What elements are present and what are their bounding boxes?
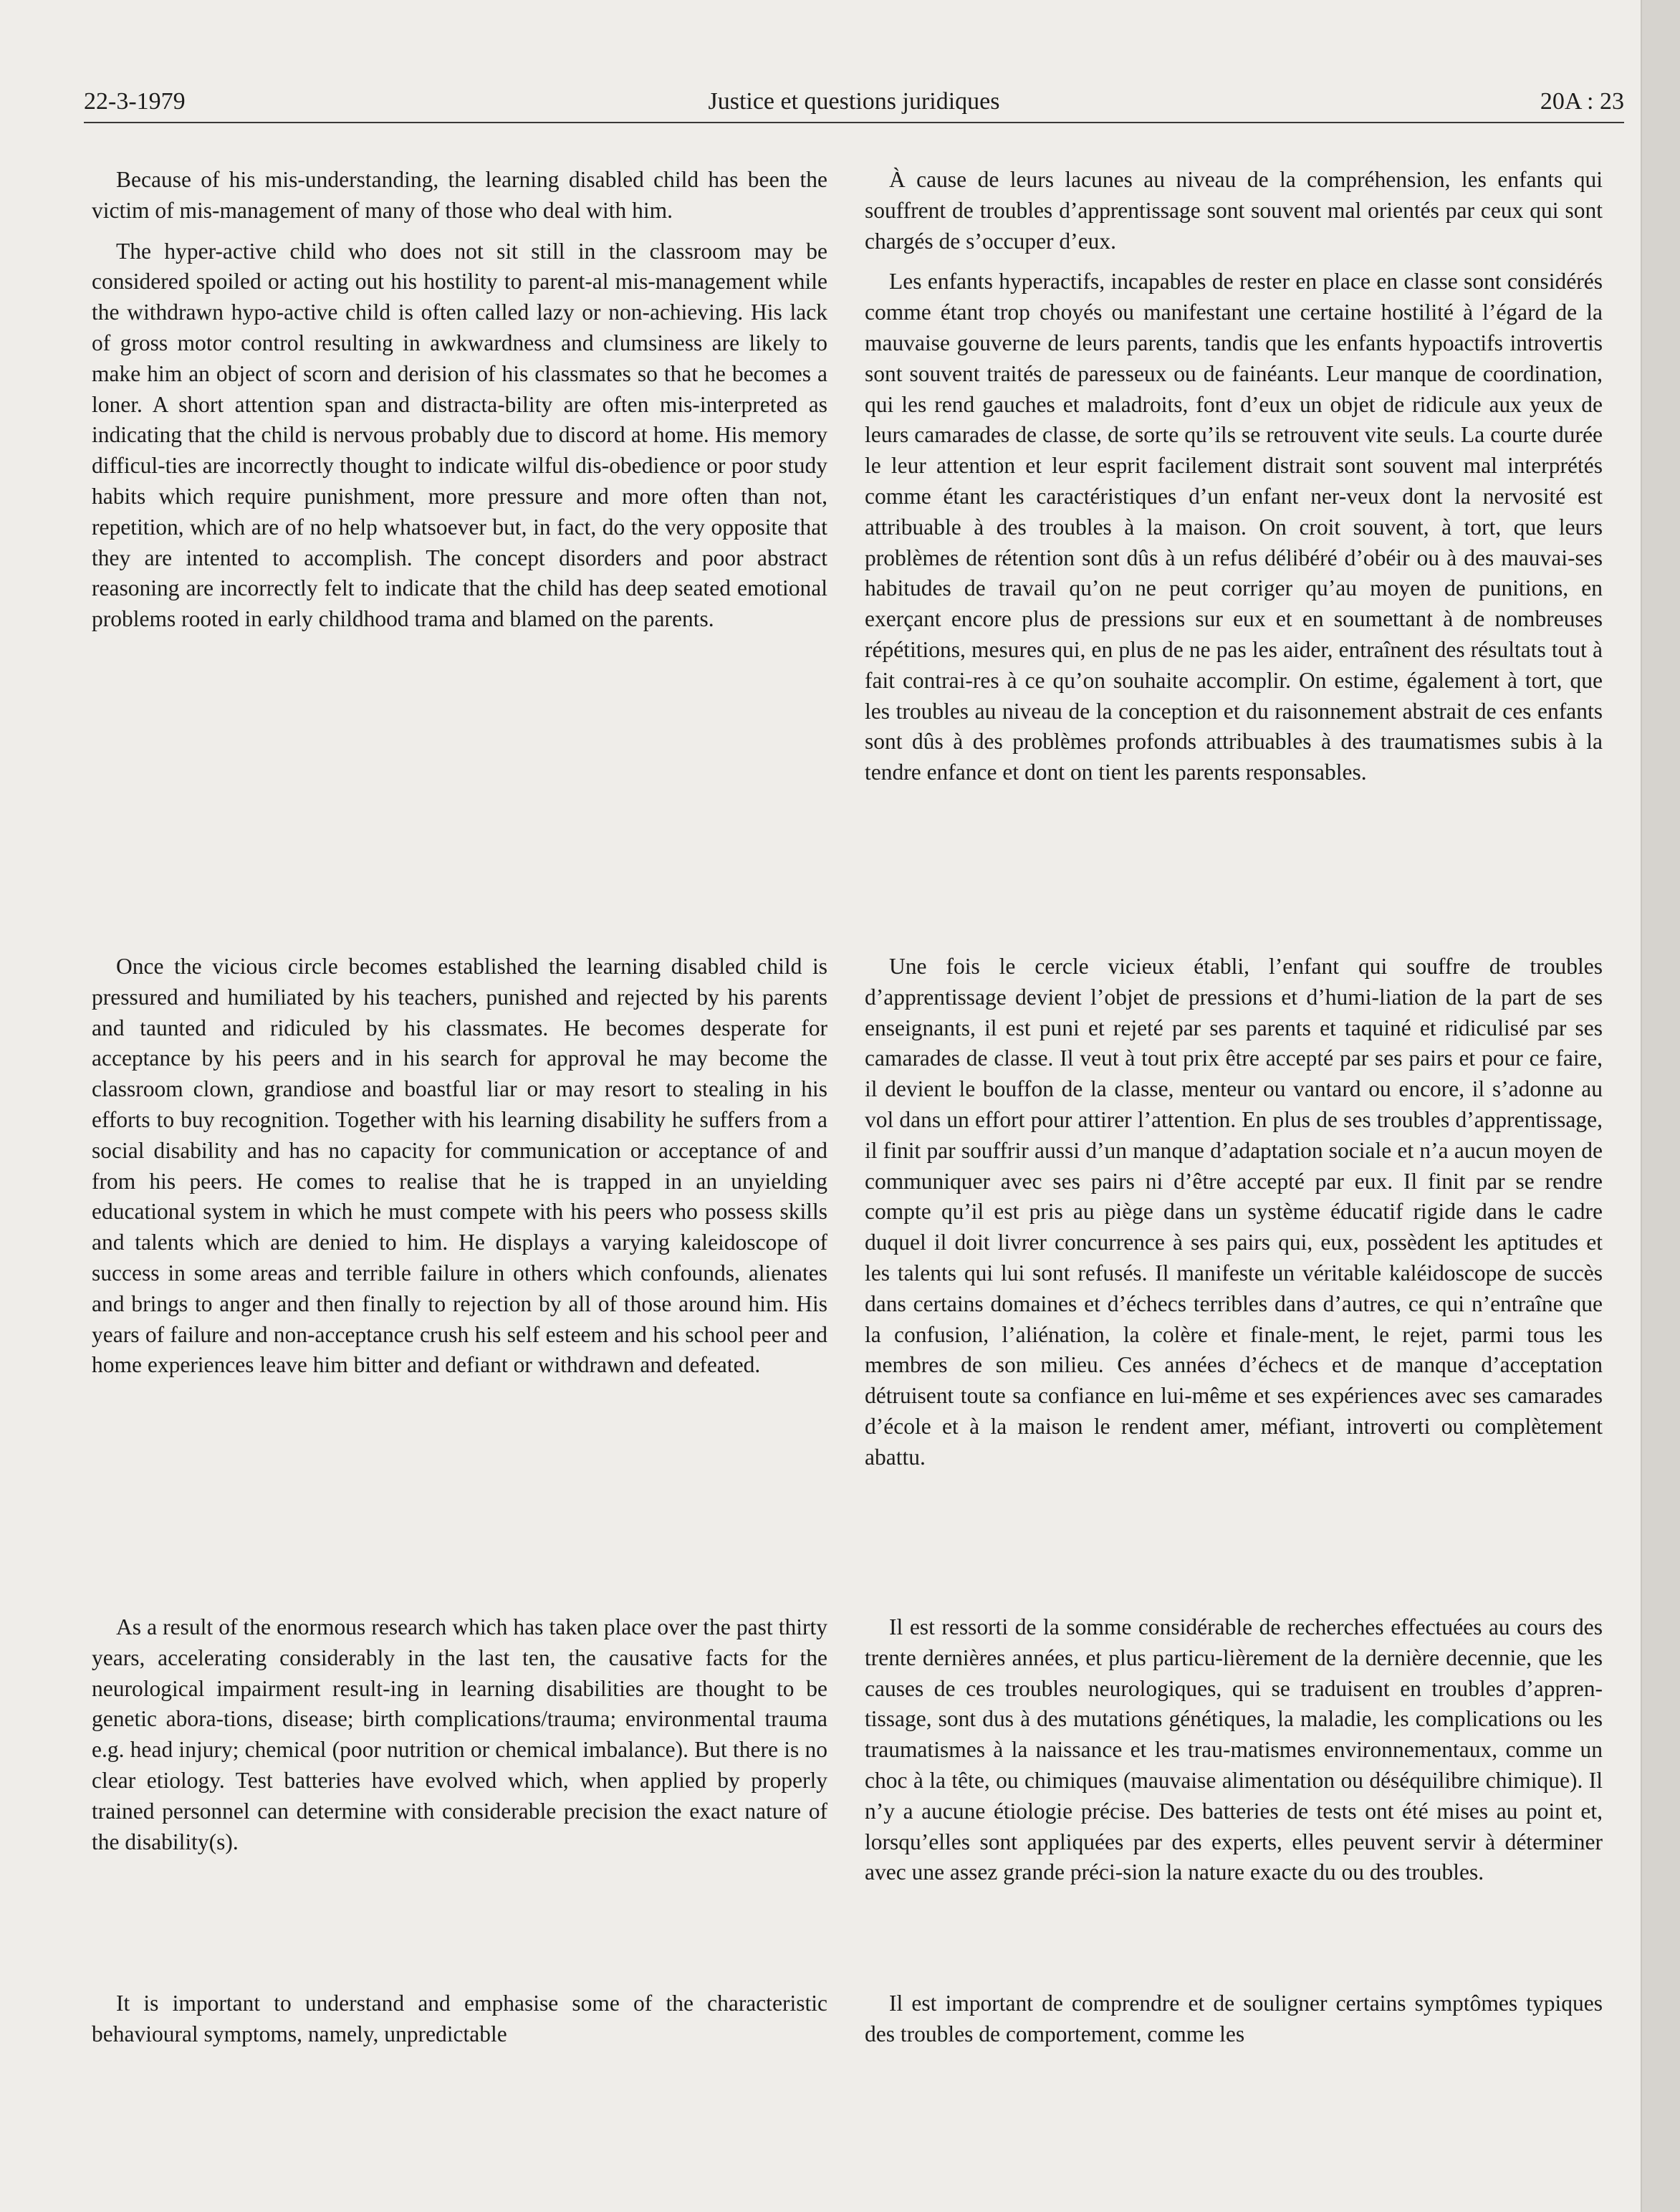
french-paragraph: À cause de leurs lacunes au niveau de la compréhension, les enfants qui souffrent de troubles d’apprentissage sont souvent mal orientés par ceux qui sont chargés de s’occuper d’eux. <box>865 167 1603 254</box>
english-paragraph: It is important to understand and emphasise some of the characteristic behavioural symptoms, namely, unpredictable <box>92 1991 827 2046</box>
english-paragraph: Once the vicious circle becomes established the learning disabled child is pressured and humiliated by his teachers, punished and rejected by his parents and taunted and ridiculed by his classmates. He becomes desperate for acceptance by his peers and in his search for approval he may become the classroom clown, grandiose and boastful liar or may resort to stealing in his efforts to buy recognition. Together with his learning disability he suffers from a social disability and has no capacity for communication or acceptance of and from his peers. He comes to realise that he is trapped in an unyielding educational system in which he must compete with his peers who possess skills and talents which are denied to him. He displays a varying kaleidoscope of success in some areas and terrible failure in others which confounds, alienates and brings to anger and then finally to rejection by all of those around him. His years of failure and non-acceptance crush his self esteem and his school peer and home experiences leave him bitter and defiant or withdrawn and defeated. <box>92 954 827 1378</box>
french-paragraph: Il est ressorti de la somme considérable de recherches effectuées au cours des trente dernières années, et plus particu-lièrement de la dernière decennie, que les causes de ces troubles neurologiques, qui se traduisent en troubles d’appren-tissage, sont dus à des mutations génétiques, la maladie, les complications ou les traumatismes à la naissance et les trau-matismes environnementaux, comme un choc à la tête, ou chimiques (mauvaise alimentation ou déséquilibre chimique). Il n’y a aucune étiologie précise. Des batteries de tests ont été mises au point et, lorsqu’elles sont appliquées par des experts, elles peuvent servir à déterminer avec une assez grande préci-sion la nature exacte du ou des troubles. <box>865 1614 1603 1885</box>
header-title: Justice et questions juridiques <box>708 88 1000 115</box>
english-section-1 <box>92 165 827 635</box>
french-section-3 <box>865 1612 1603 1888</box>
header-rule <box>84 122 1624 123</box>
french-section-4 <box>865 1988 1603 2050</box>
french-section-2 <box>865 952 1603 1473</box>
french-section-1 <box>865 165 1603 788</box>
english-paragraph: As a result of the enormous research which has taken place over the past thirty years, accelerating considerably in the last ten, the causative facts for the neurological impairment result-ing in learning disabilities are thought to be genetic abora-tions, disease; birth complications/trauma; environmental trauma e.g. head injury; chemical (poor nutrition or chemical imbalance). But there is no clear etiology. Test batteries have evolved which, when applied by properly trained personnel can determine with considerable precision the exact nature of the disability(s). <box>92 1614 827 1854</box>
english-paragraph: Because of his mis-understanding, the learning disabled child has been the victim of mis-management of many of those who deal with him. <box>92 167 827 223</box>
english-section-3 <box>92 1612 827 1857</box>
english-section-2 <box>92 952 827 1381</box>
page-edge <box>1641 0 1680 2212</box>
english-section-4 <box>92 1988 827 2050</box>
french-paragraph: Une fois le cercle vicieux établi, l’enfant qui souffre de troubles d’apprentissage devient l’objet de pressions et d’humi-liation de la part de ses enseignants, il est puni et rejeté par ses parents et taquiné et ridiculisé par ses camarades de classe. Il veut à tout prix être accepté par ses pairs et pour ce faire, il devient le bouffon de la classe, menteur ou vantard ou encore, il s’adonne au vol dans un effort pour attirer l’attention. En plus de ses troubles d’apprentissage, il finit par souffrir aussi d’un manque d’adaptation sociale et n’a aucun moyen de communiquer avec ses pairs ni d’être accepté par eux. Il finit par se rendre compte qu’il est pris au piège dans un système éducatif rigide dans le cadre duquel il doit livrer concurrence à ses pairs qui, eux, possèdent les aptitudes et les talents qui lui sont refusés. Il manifeste un véritable kaléidoscope de succès dans certains domaines et d’échecs terribles dans d’autres, ce qui n’entraîne que la confusion, l’aliénation, la colère et finale-ment, le rejet, parmi tous les membres de son milieu. Ces années d’échecs et de manque d’acceptation détruisent toute sa confiance en lui-même et ses expériences avec ses camarades d’école et à la maison le rendent amer, méfiant, introverti ou complètement abattu. <box>865 954 1603 1470</box>
header-page-number: 20A : 23 <box>1540 88 1624 115</box>
french-paragraph: Il est important de comprendre et de souligner certains symptômes typiques des troubles de comportement, comme les <box>865 1991 1603 2046</box>
english-paragraph: The hyper-active child who does not sit still in the classroom may be considered spoiled or acting out his hostility to parent-al mis-management while the withdrawn hypo-active child is often called lazy or non-achieving. His lack of gross motor control resulting in awkwardness and clumsiness are likely to make him an object of scorn and derision of his classmates so that he becomes a loner. A short attention span and distracta-bility are often mis-interpreted as indicating that the child is nervous probably due to discord at home. His memory difficul-ties are incorrectly thought to indicate wilful dis-obedience or poor study habits which require punishment, more pressure and more often than not, repetition, which are of no help whatsoever but, in fact, do the very opposite that they are intented to accomplish. The concept disorders and poor abstract reasoning are incorrectly felt to indicate that the child has deep seated emotional problems rooted in early childhood trama and blamed on the parents. <box>92 238 827 632</box>
page-header <box>84 87 1624 125</box>
header-date: 22-3-1979 <box>84 88 186 115</box>
french-paragraph: Les enfants hyperactifs, incapables de rester en place en classe sont considérés comme étant trop choyés ou manifestant une certaine hostilité à l’égard de la mauvaise gouverne de leurs parents, tandis que les enfants hypoactifs introvertis sont souvent traités de paresseux ou de fainéants. Leur manque de coordination, qui les rend gauches et maladroits, font d’eux un objet de ridicule aux yeux de leurs camarades de classe, de sorte qu’ils se retrouvent vite seuls. La courte durée le leur attention et leur esprit facilement distrait sont souvent mal interprétés comme étant les caractéristiques d’un enfant ner-veux dont la nervosité est attribuable à des troubles à la maison. On croit souvent, à tort, que leurs problèmes de rétention sont dûs à un refus délibéré d’obéir ou à des mauvai-ses habitudes de travail qu’on ne peut corriger qu’au moyen de punitions, en exerçant encore plus de pressions sur eux et en soumettant à de nombreuses répétitions, mesures qui, en plus de ne pas les aider, entraînent des résultats tout à fait contrai-res à ce qu’on souhaite accomplir. On estime, également à tort, que les troubles au niveau de la conception et du raisonnement abstrait de ces enfants sont dûs à des problèmes profonds attribuables à des traumatismes subis à la tendre enfance et dont on tient les parents responsables. <box>865 269 1603 785</box>
